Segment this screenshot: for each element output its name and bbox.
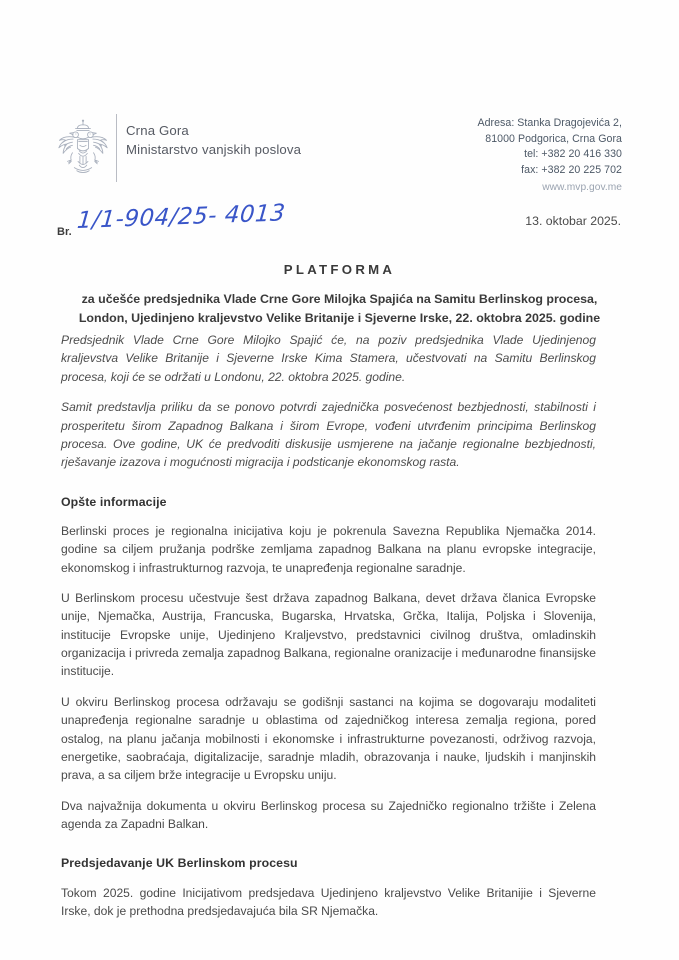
contact-block bbox=[477, 116, 622, 195]
page-subtitle-line-1: za učešće predsjednika Vlade Crne Gore Milojka Spajića na Samitu Berlinskog procesa, bbox=[81, 292, 598, 306]
section-heading-uk-chairmanship: Predsjedavanje UK Berlinskom procesu bbox=[61, 856, 298, 871]
section-heading-general-info: Opšte informacije bbox=[61, 494, 167, 509]
reference-number-handwritten: 1/1-904/25- 4013 bbox=[76, 200, 287, 234]
document-body bbox=[61, 331, 596, 920]
fax-number: fax: +382 20 225 702 bbox=[521, 164, 622, 177]
country-name: Crna Gora bbox=[126, 123, 189, 138]
title-block bbox=[57, 262, 622, 328]
page-subtitle bbox=[57, 290, 622, 328]
page-title: PLATFORMA bbox=[283, 262, 396, 277]
address-line-1: Adresa: Stanka Dragojevića 2, bbox=[477, 117, 622, 129]
address-line-2: 81000 Podgorica, Crna Gora bbox=[485, 132, 622, 145]
general-info-paragraph-3: U okviru Berlinskog procesa održavaju se godišnji sastanci na kojima se dogovaraju modaliteti unapređenja regionalne saradnje u oblastima od zajedničkog interesa zemalja regiona, pored ostalog, na planu jačanja mobilnosti i ekonomske i infrastrukturne povezanosti, održivog razvoja, energetike, saobraćaja, digitalizacije, saradnje mladih, obrazovanja i nauke, ljudskih i manjinskih prava, a sa ciljem brže integracije u Evropsku uniju. bbox=[61, 694, 596, 783]
ministry-name: Ministarstvo vanjskih poslova bbox=[126, 141, 302, 157]
section-spacer bbox=[61, 472, 596, 494]
intro-paragraph-1: Predsjednik Vlade Crne Gore Milojko Spajić će, na poziv predsjednika Vlade Ujedinjenog kraljevstva Velike Britanije i Sjeverne Irske Kima Stamera, učestvovati na Samitu Berlinskog procesa, koji će se održati u Londonu, 22. oktobra 2025. godine. bbox=[61, 333, 596, 384]
intro-paragraph-2: Samit predstavlja priliku da se ponovo potvrdi zajednička posvećenost bezbjednosti, stabilnosti i prosperitetu širom Zapadnog Balkana i širom Evrope, vođeni utvrđenim principima Berlinskog procesa. Ove godine, UK će predvoditi diskusije usmjerene na jačanje regionalne bezbjednosti, rješavanje izazova i mogućnosti migracija i podsticanje ekonomskog rasta. bbox=[61, 400, 596, 470]
general-info-paragraph-2: U Berlinskom procesu učestvuje šest država zapadnog Balkana, devet država članica Evropske unije, Njemačka, Austrija, Francuska, Bugarska, Hrvatska, Grčka, Italija, Poljska i Slovenija, institucije Evropske unije, Ujedinjeno Kraljevstvo, predstavnici civilnog društva, omladinskih organizacija i privreda zemalja zapadnog Balkana, regionalne oranizacije i međunarodne finansijske institucije. bbox=[61, 590, 596, 679]
uk-chairmanship-paragraph-1: Tokom 2025. godine Inicijativom predsjedava Ujedinjeno kraljevstvo Velike Britanijie i Sjeverne Irske, dok je prethodna predsjedavajuća bila SR Njemačka. bbox=[61, 885, 596, 919]
general-info-paragraph-4: Dva najvažnija dokumenta u okviru Berlinskog procesa su Zajedničko regionalno tržište i Zelena agenda za Zapadni Balkan. bbox=[61, 798, 596, 832]
reference-label: Br. bbox=[57, 226, 72, 238]
letterhead-divider bbox=[116, 114, 117, 182]
reference-row bbox=[0, 200, 679, 252]
letterhead bbox=[0, 108, 679, 198]
page-subtitle-line-2: London, Ujedinjeno kraljevstvo Velike Britanije i Sjeverne Irske, 22. oktobra 2025. godine bbox=[78, 310, 601, 325]
montenegro-coat-of-arms-icon bbox=[52, 118, 114, 180]
section-spacer bbox=[61, 833, 596, 855]
general-info-paragraph-1: Berlinski proces je regionalna inicijativa koju je pokrenula Savezna Republika Njemačka 2014. godine sa ciljem pružanja podrške zemljama zapadnog Balkana na planu evropske integracije, ekonomskog i infrastrukturnog razvoja, te unapređenja regionalne saradnje. bbox=[61, 523, 596, 575]
website-url[interactable]: www.mvp.gov.me bbox=[542, 181, 622, 193]
document-date: 13. oktobar 2025. bbox=[525, 214, 621, 228]
telephone-number: tel: +382 20 416 330 bbox=[524, 148, 622, 161]
organization-block bbox=[126, 122, 301, 159]
